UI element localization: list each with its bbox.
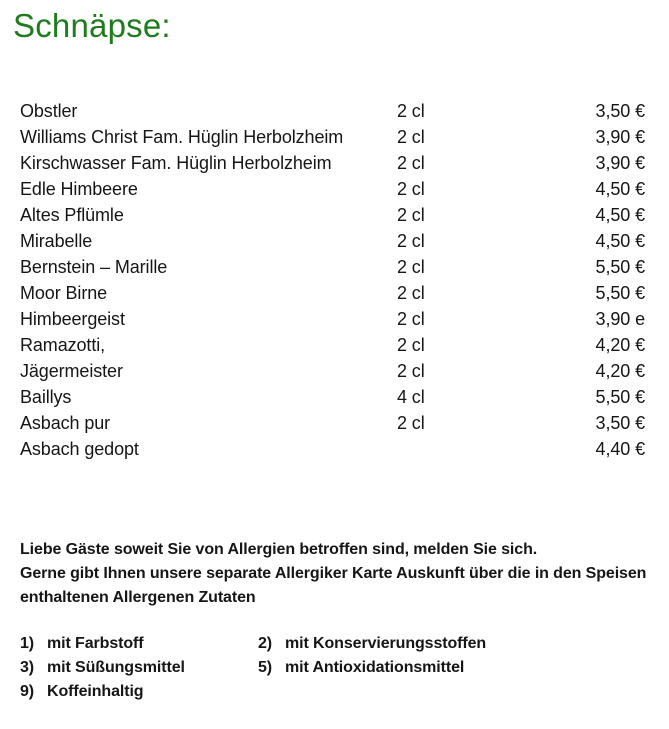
menu-item-volume: 2 cl xyxy=(397,153,425,173)
allergy-notice-line: Liebe Gäste soweit Sie von Allergien betroffen sind, melden Sie sich. xyxy=(20,541,538,558)
footnote-item xyxy=(20,656,258,680)
menu-item-volume: 2 cl xyxy=(397,361,425,381)
menu-row xyxy=(20,98,645,124)
allergy-notice xyxy=(20,538,659,610)
footnote-label: mit Konservierungsstoffen xyxy=(285,635,487,652)
menu-row xyxy=(20,228,645,254)
footnotes-grid xyxy=(20,632,669,704)
menu-item-name: Himbeergeist xyxy=(20,309,125,329)
menu-item-price: 3,50 € xyxy=(595,101,645,121)
footnote-label: mit Farbstoff xyxy=(47,635,144,652)
menu-item-volume: 2 cl xyxy=(397,231,425,251)
menu-item-price: 5,50 € xyxy=(595,257,645,277)
menu-item-price: 4,50 € xyxy=(595,231,645,251)
menu-row xyxy=(20,280,645,306)
menu-item-volume: 2 cl xyxy=(397,309,425,329)
menu-item-name: Williams Christ Fam. Hüglin Herbolzheim xyxy=(20,127,344,147)
menu-item-volume: 4 cl xyxy=(397,387,425,407)
menu-item-price: 5,50 € xyxy=(595,283,645,303)
menu-row xyxy=(20,202,645,228)
menu-item-name: Asbach pur xyxy=(20,413,111,433)
menu-item-price: 4,20 € xyxy=(595,335,645,355)
footnote-item xyxy=(20,680,258,704)
footnote-number: 5) xyxy=(258,659,273,676)
menu-item-price: 3,90 € xyxy=(595,153,645,173)
menu-item-price: 5,50 € xyxy=(595,387,645,407)
menu-row xyxy=(20,410,645,436)
footnote-item xyxy=(258,656,486,680)
menu-row xyxy=(20,358,645,384)
menu-row xyxy=(20,436,645,462)
menu-item-volume: 2 cl xyxy=(397,179,425,199)
menu-list xyxy=(20,98,645,462)
footnote-number: 9) xyxy=(20,683,35,700)
menu-row xyxy=(20,306,645,332)
menu-item-volume: 2 cl xyxy=(397,205,425,225)
footnote-item xyxy=(20,632,258,656)
menu-row xyxy=(20,124,645,150)
menu-item-name: Baillys xyxy=(20,387,72,407)
menu-item-price: 3,90 e xyxy=(595,309,645,329)
footnote-label: mit Süßungsmittel xyxy=(47,659,185,676)
menu-item-name: Kirschwasser Fam. Hüglin Herbolzheim xyxy=(20,153,332,173)
menu-row xyxy=(20,332,645,358)
menu-item-name: Obstler xyxy=(20,101,78,121)
menu-item-name: Asbach gedopt xyxy=(20,439,139,459)
menu-item-price: 3,50 € xyxy=(595,413,645,433)
menu-item-price: 3,90 € xyxy=(595,127,645,147)
menu-row xyxy=(20,150,645,176)
footnote-item xyxy=(258,632,486,656)
allergy-notice-line: enthaltenen Allergenen Zutaten xyxy=(20,589,256,606)
menu-item-name: Altes Pflümle xyxy=(20,205,124,225)
menu-item-name: Jägermeister xyxy=(20,361,123,381)
footnote-label: Koffeinhaltig xyxy=(47,683,144,700)
menu-row xyxy=(20,384,645,410)
menu-item-volume: 2 cl xyxy=(397,413,425,433)
menu-item-name: Ramazotti, xyxy=(20,335,106,355)
menu-item-volume: 2 cl xyxy=(397,335,425,355)
menu-row xyxy=(20,254,645,280)
menu-row xyxy=(20,176,645,202)
allergy-notice-line: Gerne gibt Ihnen unsere separate Allergiker Karte Auskunft über die in den Speisen xyxy=(20,565,647,582)
page-title: Schnäpse: xyxy=(13,7,171,44)
menu-item-volume: 2 cl xyxy=(397,283,425,303)
menu-item-name: Edle Himbeere xyxy=(20,179,138,199)
menu-item-price: 4,20 € xyxy=(595,361,645,381)
menu-item-price: 4,50 € xyxy=(595,205,645,225)
menu-item-price: 4,50 € xyxy=(595,179,645,199)
footnote-label: mit Antioxidationsmittel xyxy=(285,659,465,676)
footnote-number: 3) xyxy=(20,659,35,676)
menu-item-volume xyxy=(397,436,507,462)
menu-item-name: Bernstein – Marille xyxy=(20,257,168,277)
menu-item-name: Mirabelle xyxy=(20,231,93,251)
menu-item-name: Moor Birne xyxy=(20,283,108,303)
footnote-number: 1) xyxy=(20,635,35,652)
menu-item-volume: 2 cl xyxy=(397,101,425,121)
menu-item-volume: 2 cl xyxy=(397,127,425,147)
menu-item-volume: 2 cl xyxy=(397,257,425,277)
footnote-number: 2) xyxy=(258,635,273,652)
menu-item-price: 4,40 € xyxy=(595,439,645,459)
